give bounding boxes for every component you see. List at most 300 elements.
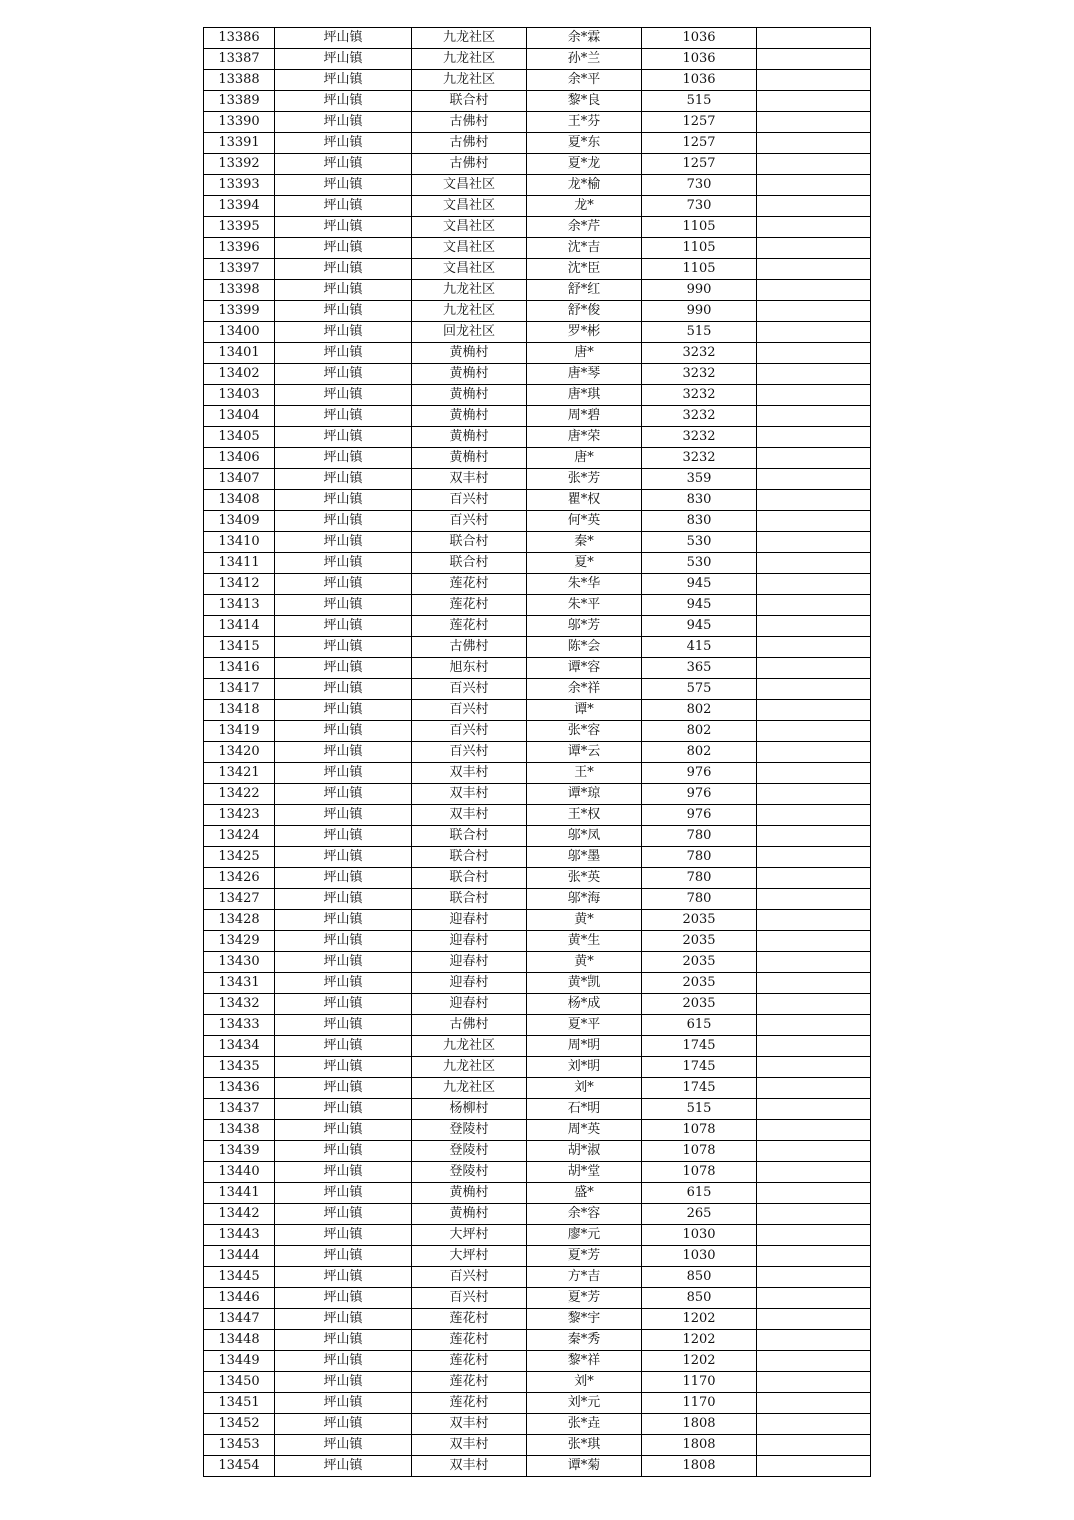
- cell-town: 坪山镇: [275, 1141, 412, 1162]
- cell-amount: 1036: [642, 28, 757, 49]
- cell-amount: 1808: [642, 1414, 757, 1435]
- table-row: [204, 196, 871, 217]
- cell-remark: [757, 385, 871, 406]
- cell-amount: 2035: [642, 931, 757, 952]
- cell-village: 九龙社区: [412, 70, 527, 91]
- cell-serial-number: 13442: [204, 1204, 275, 1225]
- table-row: [204, 1309, 871, 1330]
- cell-town: 坪山镇: [275, 1267, 412, 1288]
- cell-name: 秦*秀: [527, 1330, 642, 1351]
- table-row: [204, 994, 871, 1015]
- cell-name: 王*权: [527, 805, 642, 826]
- cell-village: 古佛村: [412, 154, 527, 175]
- cell-remark: [757, 196, 871, 217]
- cell-town: 坪山镇: [275, 1288, 412, 1309]
- cell-remark: [757, 1141, 871, 1162]
- cell-remark: [757, 112, 871, 133]
- cell-name: 邬*墨: [527, 847, 642, 868]
- cell-remark: [757, 742, 871, 763]
- cell-serial-number: 13443: [204, 1225, 275, 1246]
- table-row: [204, 427, 871, 448]
- cell-remark: [757, 133, 871, 154]
- cell-town: 坪山镇: [275, 952, 412, 973]
- cell-amount: 1105: [642, 259, 757, 280]
- cell-serial-number: 13421: [204, 763, 275, 784]
- cell-village: 联合村: [412, 532, 527, 553]
- cell-remark: [757, 1204, 871, 1225]
- cell-village: 百兴村: [412, 511, 527, 532]
- cell-serial-number: 13391: [204, 133, 275, 154]
- cell-name: 王*芬: [527, 112, 642, 133]
- cell-village: 联合村: [412, 553, 527, 574]
- cell-town: 坪山镇: [275, 574, 412, 595]
- table-row: [204, 1204, 871, 1225]
- cell-name: 谭*琼: [527, 784, 642, 805]
- cell-remark: [757, 1225, 871, 1246]
- table-row: [204, 175, 871, 196]
- cell-village: 旭东村: [412, 658, 527, 679]
- cell-serial-number: 13419: [204, 721, 275, 742]
- cell-remark: [757, 1456, 871, 1477]
- cell-town: 坪山镇: [275, 910, 412, 931]
- cell-remark: [757, 1435, 871, 1456]
- cell-name: 陈*会: [527, 637, 642, 658]
- table-row: [204, 154, 871, 175]
- table-row: [204, 805, 871, 826]
- cell-town: 坪山镇: [275, 70, 412, 91]
- cell-remark: [757, 679, 871, 700]
- cell-village: 百兴村: [412, 1267, 527, 1288]
- cell-village: 黄桷村: [412, 1204, 527, 1225]
- cell-name: 唐*: [527, 343, 642, 364]
- cell-town: 坪山镇: [275, 1435, 412, 1456]
- cell-town: 坪山镇: [275, 490, 412, 511]
- cell-serial-number: 13436: [204, 1078, 275, 1099]
- cell-remark: [757, 1015, 871, 1036]
- cell-village: 黄桷村: [412, 343, 527, 364]
- cell-name: 黄*生: [527, 931, 642, 952]
- cell-serial-number: 13423: [204, 805, 275, 826]
- cell-village: 联合村: [412, 91, 527, 112]
- cell-amount: 945: [642, 595, 757, 616]
- cell-village: 双丰村: [412, 1456, 527, 1477]
- table-row: [204, 742, 871, 763]
- cell-name: 唐*: [527, 448, 642, 469]
- cell-village: 九龙社区: [412, 1078, 527, 1099]
- cell-name: 周*碧: [527, 406, 642, 427]
- cell-town: 坪山镇: [275, 1414, 412, 1435]
- cell-town: 坪山镇: [275, 1456, 412, 1477]
- cell-serial-number: 13438: [204, 1120, 275, 1141]
- cell-name: 舒*俊: [527, 301, 642, 322]
- table-row: [204, 1288, 871, 1309]
- cell-town: 坪山镇: [275, 553, 412, 574]
- cell-amount: 575: [642, 679, 757, 700]
- cell-town: 坪山镇: [275, 238, 412, 259]
- cell-town: 坪山镇: [275, 1330, 412, 1351]
- cell-town: 坪山镇: [275, 91, 412, 112]
- cell-remark: [757, 259, 871, 280]
- cell-village: 双丰村: [412, 1414, 527, 1435]
- cell-remark: [757, 91, 871, 112]
- cell-amount: 365: [642, 658, 757, 679]
- table-row: [204, 28, 871, 49]
- cell-name: 夏*: [527, 553, 642, 574]
- table-row: [204, 385, 871, 406]
- cell-remark: [757, 910, 871, 931]
- cell-amount: 530: [642, 553, 757, 574]
- cell-serial-number: 13399: [204, 301, 275, 322]
- cell-name: 黄*: [527, 952, 642, 973]
- cell-name: 孙*兰: [527, 49, 642, 70]
- cell-remark: [757, 700, 871, 721]
- cell-village: 迎春村: [412, 994, 527, 1015]
- cell-village: 文昌社区: [412, 238, 527, 259]
- cell-serial-number: 13388: [204, 70, 275, 91]
- table-row: [204, 616, 871, 637]
- cell-amount: 830: [642, 490, 757, 511]
- table-row: [204, 1246, 871, 1267]
- table-row: [204, 658, 871, 679]
- cell-town: 坪山镇: [275, 1099, 412, 1120]
- cell-amount: 1808: [642, 1456, 757, 1477]
- cell-serial-number: 13433: [204, 1015, 275, 1036]
- table-row: [204, 532, 871, 553]
- cell-remark: [757, 1330, 871, 1351]
- cell-remark: [757, 175, 871, 196]
- cell-remark: [757, 301, 871, 322]
- cell-serial-number: 13429: [204, 931, 275, 952]
- table-row: [204, 133, 871, 154]
- cell-name: 刘*: [527, 1078, 642, 1099]
- cell-amount: 1036: [642, 70, 757, 91]
- cell-amount: 415: [642, 637, 757, 658]
- cell-amount: 1170: [642, 1372, 757, 1393]
- cell-village: 百兴村: [412, 679, 527, 700]
- cell-village: 联合村: [412, 889, 527, 910]
- cell-serial-number: 13427: [204, 889, 275, 910]
- cell-name: 张*垚: [527, 1414, 642, 1435]
- table-row: [204, 1330, 871, 1351]
- cell-amount: 976: [642, 763, 757, 784]
- table-row: [204, 1141, 871, 1162]
- cell-serial-number: 13453: [204, 1435, 275, 1456]
- cell-village: 莲花村: [412, 616, 527, 637]
- cell-amount: 2035: [642, 973, 757, 994]
- cell-remark: [757, 616, 871, 637]
- cell-serial-number: 13448: [204, 1330, 275, 1351]
- table-row: [204, 490, 871, 511]
- cell-serial-number: 13407: [204, 469, 275, 490]
- cell-name: 朱*平: [527, 595, 642, 616]
- cell-town: 坪山镇: [275, 679, 412, 700]
- cell-amount: 1745: [642, 1057, 757, 1078]
- cell-remark: [757, 973, 871, 994]
- cell-serial-number: 13444: [204, 1246, 275, 1267]
- cell-serial-number: 13432: [204, 994, 275, 1015]
- cell-name: 朱*华: [527, 574, 642, 595]
- cell-amount: 802: [642, 700, 757, 721]
- cell-remark: [757, 1057, 871, 1078]
- cell-village: 迎春村: [412, 931, 527, 952]
- cell-name: 胡*淑: [527, 1141, 642, 1162]
- table-row: [204, 1267, 871, 1288]
- table-row: [204, 1183, 871, 1204]
- table-row: [204, 1351, 871, 1372]
- cell-village: 莲花村: [412, 1330, 527, 1351]
- cell-serial-number: 13454: [204, 1456, 275, 1477]
- table-row: [204, 553, 871, 574]
- table-row: [204, 868, 871, 889]
- cell-village: 迎春村: [412, 973, 527, 994]
- cell-serial-number: 13430: [204, 952, 275, 973]
- table-row: [204, 280, 871, 301]
- table-row: [204, 1372, 871, 1393]
- cell-town: 坪山镇: [275, 1036, 412, 1057]
- cell-town: 坪山镇: [275, 175, 412, 196]
- cell-amount: 2035: [642, 952, 757, 973]
- table-row: [204, 574, 871, 595]
- cell-remark: [757, 805, 871, 826]
- table-row: [204, 973, 871, 994]
- cell-serial-number: 13395: [204, 217, 275, 238]
- cell-name: 余*平: [527, 70, 642, 91]
- cell-town: 坪山镇: [275, 322, 412, 343]
- cell-serial-number: 13406: [204, 448, 275, 469]
- cell-name: 唐*荣: [527, 427, 642, 448]
- table-row: [204, 910, 871, 931]
- cell-remark: [757, 1120, 871, 1141]
- cell-amount: 730: [642, 175, 757, 196]
- cell-village: 联合村: [412, 826, 527, 847]
- cell-amount: 1078: [642, 1141, 757, 1162]
- cell-village: 双丰村: [412, 469, 527, 490]
- cell-remark: [757, 70, 871, 91]
- cell-amount: 1257: [642, 133, 757, 154]
- cell-amount: 2035: [642, 910, 757, 931]
- table-row: [204, 931, 871, 952]
- cell-village: 双丰村: [412, 763, 527, 784]
- cell-village: 九龙社区: [412, 280, 527, 301]
- cell-town: 坪山镇: [275, 1057, 412, 1078]
- cell-village: 双丰村: [412, 1435, 527, 1456]
- cell-town: 坪山镇: [275, 1372, 412, 1393]
- cell-remark: [757, 532, 871, 553]
- cell-remark: [757, 1036, 871, 1057]
- cell-name: 黎*祥: [527, 1351, 642, 1372]
- cell-amount: 359: [642, 469, 757, 490]
- table-row: [204, 700, 871, 721]
- cell-village: 黄桷村: [412, 448, 527, 469]
- cell-name: 夏*芳: [527, 1288, 642, 1309]
- cell-amount: 615: [642, 1183, 757, 1204]
- table-row: [204, 889, 871, 910]
- cell-amount: 1105: [642, 217, 757, 238]
- cell-name: 余*祥: [527, 679, 642, 700]
- table-row: [204, 847, 871, 868]
- cell-amount: 780: [642, 889, 757, 910]
- cell-amount: 1745: [642, 1036, 757, 1057]
- cell-amount: 265: [642, 1204, 757, 1225]
- cell-amount: 1202: [642, 1330, 757, 1351]
- table-row: [204, 322, 871, 343]
- cell-remark: [757, 343, 871, 364]
- cell-village: 文昌社区: [412, 196, 527, 217]
- cell-village: 百兴村: [412, 1288, 527, 1309]
- table-row: [204, 343, 871, 364]
- cell-town: 坪山镇: [275, 637, 412, 658]
- cell-village: 莲花村: [412, 574, 527, 595]
- cell-name: 张*容: [527, 721, 642, 742]
- cell-village: 百兴村: [412, 721, 527, 742]
- cell-remark: [757, 1393, 871, 1414]
- cell-name: 余*霖: [527, 28, 642, 49]
- cell-village: 百兴村: [412, 742, 527, 763]
- cell-remark: [757, 721, 871, 742]
- cell-remark: [757, 763, 871, 784]
- cell-village: 黄桷村: [412, 364, 527, 385]
- cell-amount: 3232: [642, 427, 757, 448]
- cell-name: 谭*菊: [527, 1456, 642, 1477]
- cell-serial-number: 13439: [204, 1141, 275, 1162]
- cell-town: 坪山镇: [275, 1309, 412, 1330]
- data-table: [203, 27, 871, 1477]
- cell-serial-number: 13401: [204, 343, 275, 364]
- cell-amount: 945: [642, 616, 757, 637]
- cell-remark: [757, 406, 871, 427]
- cell-village: 回龙社区: [412, 322, 527, 343]
- cell-serial-number: 13396: [204, 238, 275, 259]
- cell-amount: 850: [642, 1267, 757, 1288]
- cell-village: 迎春村: [412, 910, 527, 931]
- table-row: [204, 1456, 871, 1477]
- cell-amount: 780: [642, 826, 757, 847]
- cell-town: 坪山镇: [275, 742, 412, 763]
- cell-serial-number: 13422: [204, 784, 275, 805]
- cell-town: 坪山镇: [275, 784, 412, 805]
- cell-village: 登陵村: [412, 1141, 527, 1162]
- cell-serial-number: 13398: [204, 280, 275, 301]
- cell-name: 罗*彬: [527, 322, 642, 343]
- cell-town: 坪山镇: [275, 1183, 412, 1204]
- cell-village: 黄桷村: [412, 427, 527, 448]
- cell-village: 九龙社区: [412, 301, 527, 322]
- table-row: [204, 637, 871, 658]
- table-row: [204, 952, 871, 973]
- cell-village: 黄桷村: [412, 385, 527, 406]
- cell-amount: 1257: [642, 154, 757, 175]
- table-row: [204, 1099, 871, 1120]
- cell-remark: [757, 868, 871, 889]
- cell-village: 九龙社区: [412, 1036, 527, 1057]
- cell-amount: 802: [642, 742, 757, 763]
- cell-town: 坪山镇: [275, 154, 412, 175]
- cell-serial-number: 13446: [204, 1288, 275, 1309]
- cell-town: 坪山镇: [275, 1015, 412, 1036]
- cell-remark: [757, 595, 871, 616]
- cell-name: 廖*元: [527, 1225, 642, 1246]
- cell-amount: 2035: [642, 994, 757, 1015]
- cell-name: 瞿*权: [527, 490, 642, 511]
- table-row: [204, 406, 871, 427]
- cell-name: 谭*云: [527, 742, 642, 763]
- cell-amount: 1030: [642, 1225, 757, 1246]
- cell-village: 文昌社区: [412, 175, 527, 196]
- cell-town: 坪山镇: [275, 28, 412, 49]
- cell-village: 古佛村: [412, 1015, 527, 1036]
- cell-town: 坪山镇: [275, 1204, 412, 1225]
- cell-town: 坪山镇: [275, 763, 412, 784]
- cell-town: 坪山镇: [275, 721, 412, 742]
- cell-town: 坪山镇: [275, 868, 412, 889]
- cell-amount: 3232: [642, 406, 757, 427]
- cell-remark: [757, 217, 871, 238]
- cell-remark: [757, 28, 871, 49]
- cell-name: 盛*: [527, 1183, 642, 1204]
- table-row: [204, 1036, 871, 1057]
- cell-village: 迎春村: [412, 952, 527, 973]
- cell-town: 坪山镇: [275, 889, 412, 910]
- cell-town: 坪山镇: [275, 112, 412, 133]
- cell-village: 联合村: [412, 868, 527, 889]
- table-body: [204, 28, 871, 1477]
- cell-remark: [757, 154, 871, 175]
- cell-serial-number: 13424: [204, 826, 275, 847]
- cell-name: 邬*凤: [527, 826, 642, 847]
- table-row: [204, 49, 871, 70]
- cell-village: 莲花村: [412, 1309, 527, 1330]
- cell-village: 莲花村: [412, 595, 527, 616]
- table-row: [204, 1435, 871, 1456]
- cell-remark: [757, 427, 871, 448]
- cell-remark: [757, 364, 871, 385]
- table-row: [204, 763, 871, 784]
- cell-amount: 780: [642, 868, 757, 889]
- cell-town: 坪山镇: [275, 700, 412, 721]
- cell-remark: [757, 1183, 871, 1204]
- cell-village: 大坪村: [412, 1246, 527, 1267]
- cell-amount: 1202: [642, 1351, 757, 1372]
- cell-name: 王*: [527, 763, 642, 784]
- cell-amount: 1257: [642, 112, 757, 133]
- cell-amount: 3232: [642, 448, 757, 469]
- table-row: [204, 364, 871, 385]
- cell-remark: [757, 1099, 871, 1120]
- cell-town: 坪山镇: [275, 406, 412, 427]
- table-row: [204, 1393, 871, 1414]
- table-row: [204, 1414, 871, 1435]
- cell-serial-number: 13435: [204, 1057, 275, 1078]
- cell-town: 坪山镇: [275, 994, 412, 1015]
- cell-name: 唐*琴: [527, 364, 642, 385]
- cell-remark: [757, 889, 871, 910]
- cell-town: 坪山镇: [275, 259, 412, 280]
- cell-amount: 3232: [642, 343, 757, 364]
- cell-name: 夏*龙: [527, 154, 642, 175]
- cell-remark: [757, 1246, 871, 1267]
- cell-name: 刘*: [527, 1372, 642, 1393]
- cell-serial-number: 13411: [204, 553, 275, 574]
- table-row: [204, 511, 871, 532]
- cell-serial-number: 13440: [204, 1162, 275, 1183]
- cell-town: 坪山镇: [275, 1393, 412, 1414]
- cell-serial-number: 13434: [204, 1036, 275, 1057]
- cell-amount: 830: [642, 511, 757, 532]
- cell-serial-number: 13393: [204, 175, 275, 196]
- table-row: [204, 238, 871, 259]
- cell-remark: [757, 448, 871, 469]
- cell-name: 黄*: [527, 910, 642, 931]
